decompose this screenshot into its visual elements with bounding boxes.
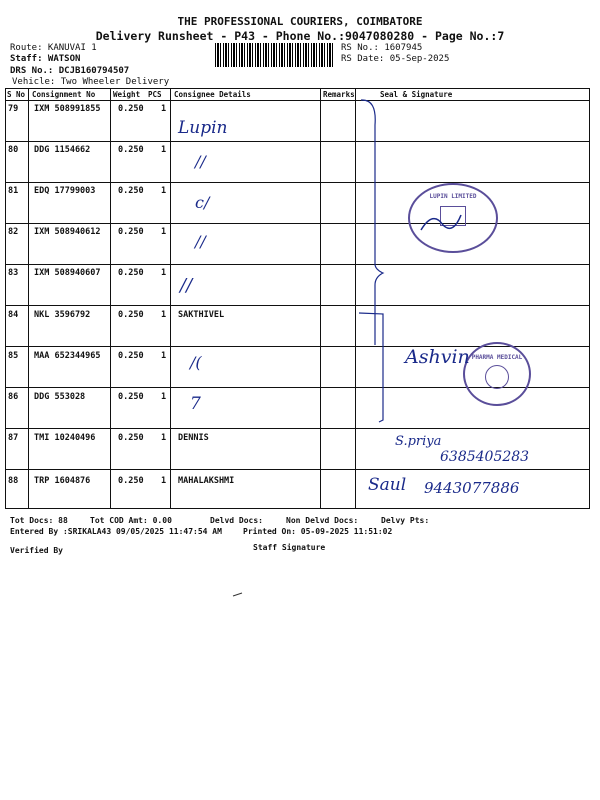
row-pcs: 1 [161,227,167,237]
row-pcs: 1 [161,145,167,155]
route-label: Route: KANUVAI 1 [10,43,97,53]
row-consignment: IXM 508940612 [34,227,101,237]
row-sno: 84 [8,310,19,320]
row-weight: 0.250 [118,476,144,486]
table-bottom-border [5,508,590,509]
row-pcs: 1 [161,104,167,114]
header-consignment: Consignment No [32,90,96,99]
staff-label: Staff: WATSON [10,54,81,64]
row-sno: 81 [8,186,19,196]
header-weight: Weight [113,90,141,99]
row-sno: 82 [8,227,19,237]
total-cod: Tot COD Amt: 0.00 [90,516,172,525]
drs-number: DRS No.: DCJB160794507 [10,66,130,76]
row-weight: 0.250 [118,145,144,155]
note-88-phone: 9443077886 [424,479,520,497]
row-weight: 0.250 [118,104,144,114]
row-consignment: TMI 10240496 [34,433,96,443]
row-weight: 0.250 [118,310,144,320]
row-pcs: 1 [161,476,167,486]
col-divider-pcs [170,88,171,508]
row-consignment: TRP 1604876 [34,476,91,486]
col-divider-consignment [110,88,111,508]
row-divider [5,428,590,429]
signature-scribble-81 [413,205,473,240]
row-handwriting: 7 [190,394,201,414]
row-consignment: MAA 652344965 [34,351,101,361]
delivery-points: Delvy Pts: [381,516,430,525]
row-consignment: DDG 553028 [34,392,86,402]
rs-number: RS No.: 1607945 [341,43,423,53]
row-divider [5,469,590,470]
row-sno: 83 [8,268,19,278]
row-consignee: MAHALAKSHMI [178,476,235,486]
table-left-border [5,88,6,508]
row-handwriting: /( [190,353,202,372]
signature-85: Ashvin [405,346,470,368]
row-sno: 88 [8,476,19,486]
row-sno: 80 [8,145,19,155]
header-sno: S No [7,90,26,99]
row-pcs: 1 [161,310,167,320]
header-seal: Seal & Signature [380,90,453,99]
staff-signature-label: Staff Signature [253,543,326,552]
row-weight: 0.250 [118,186,144,196]
table-header-border [5,100,590,101]
row-divider [5,223,590,224]
row-pcs: 1 [161,351,167,361]
row-handwriting: Lupin [178,118,228,138]
row-consignment: NKL 3596792 [34,310,91,320]
handwritten-bracket-marks [355,95,395,435]
table-right-border [589,88,590,508]
entered-by: Entered By :SRIKALA43 09/05/2025 11:47:54 AM [10,527,222,536]
row-weight: 0.250 [118,351,144,361]
non-delivered-docs: Non Delvd Docs: [286,516,359,525]
note-87-phone: 6385405283 [440,449,530,465]
barcode-image [215,43,335,67]
row-consignment: IXM 508991855 [34,104,101,114]
col-divider-consignee [320,88,321,508]
stamp-1-text: LUPIN LIMITED [429,193,477,200]
note-87-name: S.priya [395,434,442,449]
row-consignment: DDG 1154662 [34,145,91,155]
row-consignment: IXM 508940607 [34,268,101,278]
printed-on: Printed On: 05-09-2025 11:51:02 [243,527,393,536]
company-title: THE PROFESSIONAL COURIERS, COIMBATORE [177,15,423,28]
header-remarks: Remarks [323,90,355,99]
row-handwriting: // [195,232,206,251]
row-divider [5,264,590,265]
row-divider [5,305,590,306]
company-stamp-2 [463,342,531,406]
row-pcs: 1 [161,433,167,443]
row-consignee: DENNIS [178,433,209,443]
row-sno: 87 [8,433,19,443]
row-sno: 86 [8,392,19,402]
header-consignee: Consignee Details [174,90,251,99]
row-divider [5,141,590,142]
row-sno: 79 [8,104,19,114]
row-pcs: 1 [161,268,167,278]
row-weight: 0.250 [118,433,144,443]
row-handwriting: c/ [195,193,210,212]
stray-mark [232,590,244,598]
stamp-2-logo [485,365,509,389]
row-weight: 0.250 [118,227,144,237]
rs-date: RS Date: 05-Sep-2025 [341,54,450,64]
col-divider-sno [28,88,29,508]
row-handwriting: // [180,275,193,296]
row-divider [5,182,590,183]
row-pcs: 1 [161,186,167,196]
delivered-docs: Delvd Docs: [210,516,263,525]
total-docs: Tot Docs: 88 [10,516,68,525]
header-pcs: PCS [148,90,162,99]
row-handwriting: // [195,152,206,171]
row-consignee: SAKTHIVEL [178,310,225,320]
note-88-name: Saul [368,475,407,495]
runsheet-subtitle: Delivery Runsheet - P43 - Phone No.:9047080280 - Page No.:7 [95,29,505,43]
row-pcs: 1 [161,392,167,402]
row-consignment: EDQ 17799003 [34,186,96,196]
vehicle-label: Vehicle: Two Wheeler Delivery [12,77,170,87]
row-sno: 85 [8,351,19,361]
table-top-border [5,88,590,89]
row-weight: 0.250 [118,268,144,278]
row-weight: 0.250 [118,392,144,402]
stamp-2-text: PHARMA MEDICAL [471,354,523,361]
verified-by-label: Verified By [10,546,63,555]
